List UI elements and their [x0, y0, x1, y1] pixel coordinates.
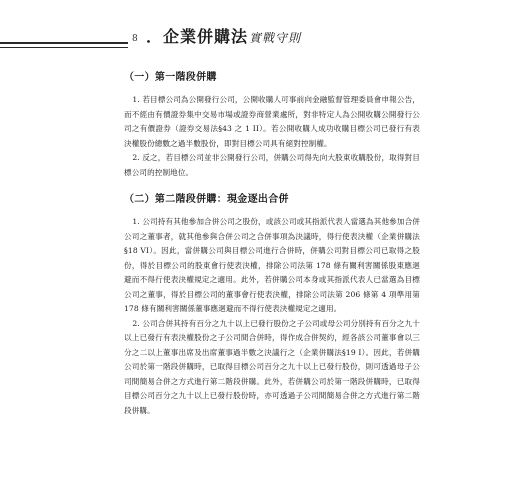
- section-heading-second-stage: （二）第二階段併購：現金逐出合併: [124, 194, 289, 205]
- paragraph: 2. 公司合併其持有百分之九十以上已發行股份之子公司或母公司分別持有百分之九十以上已發行有表決權股份之子公司間合併時，得作成合併契約，經各該公司董事會以三分之二以上董事出席及出席董事過半數之決議行之（企業併購法§19 I）。因此，若併購公司於第一階段併購時，已取得目標公司百分之九十以上已發行股份，則可透過母子公司間簡易合併之方式進行第二階段併購。此外，若併購公司於第一階段併購時，已取得目標公司百分之九十以上已發行股份時，亦可透過子公司間簡易合併之方式進行第二階段併購。: [124, 318, 420, 415]
- paragraph: 2. 反之，若目標公司並非公開發行公司，併購公司得先向大股東收購股份，取得對目標公司的控制地位。: [124, 153, 420, 177]
- page-header: [0, 20, 520, 64]
- page-number: 8: [132, 34, 138, 44]
- section-heading-first-stage: （一）第一階段併購: [124, 72, 217, 83]
- page-content: [124, 66, 420, 418]
- paragraph: 1. 公司持有其他參加合併公司之股份，或該公司或其指派代表人當選為其他參加合併公司之董事者，就其他參與合併公司之合併事項為決議時，得行使表決權（企業併購法§18 VI）。因此，當併購公司與目標公司進行合併時，併購公司對目標公司已取得之股份，得於目標公司的股東會行使表決權，排除公司法第 178 條有關利害關係股東應迴避而不得行使表決權規定之適用。此外，若併購公司本身或其指派代表人已當選為目標公司之董事，得於目標公司的董事會行使表決權，排除公司法第 206 條第 4 項準用第 178 條有關利害關係董事應迴避而不得行使表決權規定之適用。: [124, 217, 420, 313]
- section-body-first-stage: [124, 93, 420, 180]
- header-rule-thin: [0, 47, 128, 48]
- header-rule: [0, 42, 128, 44]
- book-title-subtitle: 實戰守則: [249, 31, 302, 45]
- book-title: [146, 24, 301, 47]
- book-title-main: ．企業併購法: [146, 27, 249, 46]
- section-body-second-stage: [124, 215, 420, 418]
- paragraph: 1. 若目標公司為公開發行公司，公開收購人可事前向金融監督管理委員會申報公告，而不經由有價證券集中交易市場或證券商營業處所，對非特定人為公開收購公開發行公司之有價證券（證券交易法§43 之 1 II）。若公開收購人成功收購目標公司已發行有表決權股份總數之過半數股份，即對目標公司具有絕對控制權。: [124, 95, 420, 148]
